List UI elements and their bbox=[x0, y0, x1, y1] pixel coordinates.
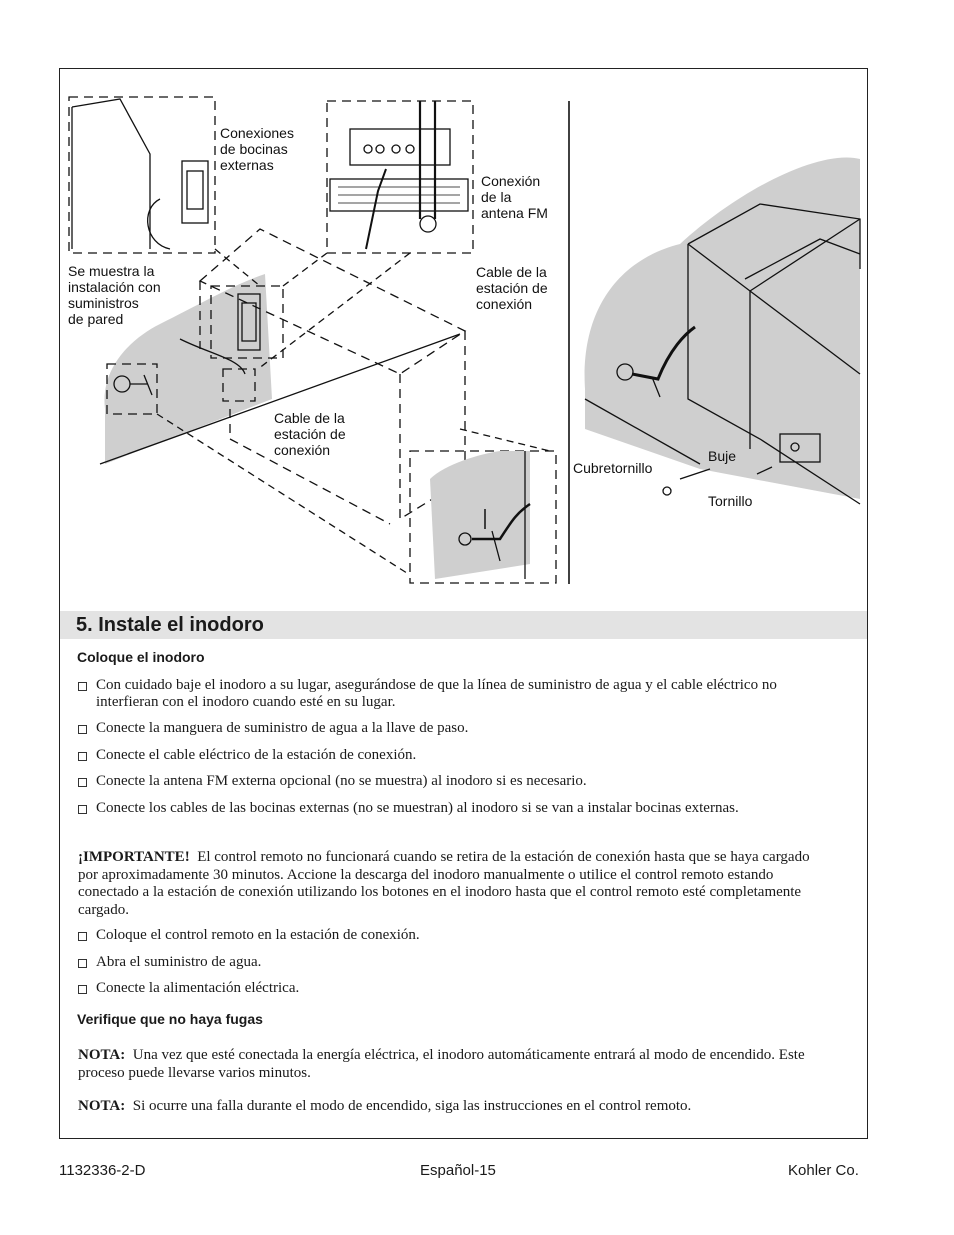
label-docking-cable-bottom: Cable de la estación de conexión bbox=[274, 410, 346, 458]
footer-company: Kohler Co. bbox=[788, 1162, 859, 1179]
section-header bbox=[60, 611, 867, 639]
note-failure: NOTA: Si ocurre una falla durante el modo de encendido, siga las instrucciones en el control remoto. bbox=[78, 1098, 692, 1114]
checkbox-icon bbox=[78, 752, 87, 761]
installation-diagram bbox=[60, 69, 867, 599]
footer-doc-number: 1132336-2-D bbox=[59, 1162, 146, 1179]
diagram-illustration bbox=[60, 69, 867, 599]
footer-page-number: Español-15 bbox=[420, 1162, 496, 1179]
label-screw: Tornillo bbox=[708, 493, 753, 509]
checkbox-icon bbox=[78, 959, 87, 968]
checkbox-icon bbox=[78, 682, 87, 691]
subhead-place-toilet: Coloque el inodoro bbox=[77, 649, 205, 665]
checkbox-icon bbox=[78, 932, 87, 941]
label-bolt-cap: Cubretornillo bbox=[573, 460, 653, 476]
checkbox-icon bbox=[78, 985, 87, 994]
checkbox-icon bbox=[78, 805, 87, 814]
important-note: ¡IMPORTANTE! El control remoto no funcionará cuando se retira de la estación de conexión hasta que se haya cargado por aproximadamente 30 minutos. Accione la descarga del inodoro manualmente o utilice el control remoto estando conectado a la estación de conexión utilizando los botones en el inodoro hasta que el control remoto esté completamente cargado. bbox=[78, 849, 810, 918]
label-external-speakers: Conexiones de bocinas externas bbox=[220, 125, 294, 173]
checkbox-icon bbox=[78, 778, 87, 787]
label-bushing: Buje bbox=[708, 448, 737, 464]
section-title: 5. Instale el inodoro bbox=[76, 614, 264, 636]
label-fm-antenna: Conexión de la antena FM bbox=[481, 173, 548, 221]
page-frame: Conexiones de bocinas externas Conexión de la antena FM Cable de la estación de conexión Se muestra la instalación con suministros de pared Cable de la estación de conexión Cubretornillo Buje Tornillo 5. Instale el inodoro Coloque el inodoro Con cuidado baje el inodoro a su lugar, asegurándose de que la línea de suministro de agua y el cable eléctrico no interfieran con el inodoro cuando esté en su lugar. Conecte la manguera de suministro de agua a la llave de paso. Conecte el cable eléctrico de la estación de conexión. Conecte la antena FM externa opcional (no se muestra) al inodoro si es necesario. Conecte los cables de las bocinas externas (no se muestran) al inodoro si se van a instalar bocinas externas. ¡IMPORTANTE! El control remoto no funcionará cuando se retira de la estación de conexión hasta que se haya cargado por aproximadamente 30 minutos. Accione la descarga del inodoro manualmente o utilice el control remoto estando conectado a la estación de conexión utilizando los botones en el inodoro hasta que el control remoto esté completamente cargado. Coloque el control remoto en la estación de conexión. Abra el suministro de agua. Conecte la alimentación eléctrica. Verifique que no haya fugas NOTA: Una vez que esté conectada la energía eléctrica, el inodoro automáticamente entrará al modo de encendido. Este proceso puede llevarse varios minutos. NOTA: Si ocurre una falla durante el modo de encendido, siga las instrucciones en el control remoto. bbox=[59, 68, 868, 1139]
label-docking-cable-top: Cable de la estación de conexión bbox=[476, 264, 548, 312]
checkbox-icon bbox=[78, 725, 87, 734]
subhead-check-leaks: Verifique que no haya fugas bbox=[77, 1011, 263, 1027]
note-power-mode: NOTA: Una vez que esté conectada la energía eléctrica, el inodoro automáticamente entrará al modo de encendido. Este proceso puede llevarse varios minutos. bbox=[78, 1047, 805, 1081]
label-wall-supply: Se muestra la instalación con suministros de pared bbox=[68, 263, 161, 327]
